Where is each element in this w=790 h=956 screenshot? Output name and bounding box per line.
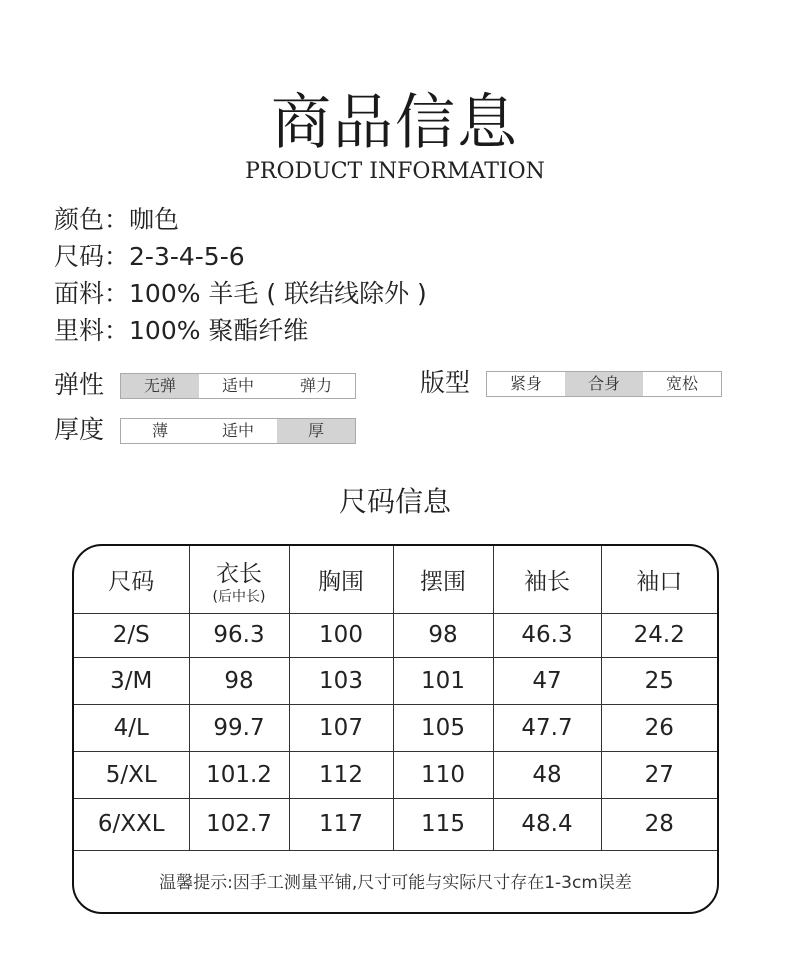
thickness-option: 薄	[151, 421, 168, 440]
attr-fabric	[54, 278, 427, 310]
attr-lining	[54, 315, 308, 347]
fit-option: 合身	[565, 372, 643, 396]
table-row	[74, 798, 717, 850]
elasticity-option: 无弹	[121, 374, 199, 398]
column-header: 胸围	[289, 546, 393, 613]
thickness-label: 厚度	[54, 415, 105, 444]
elasticity-option: 弹力	[299, 376, 332, 395]
table-cell: 26	[601, 704, 717, 751]
table-cell: 48	[493, 751, 601, 798]
table-cell: 24.2	[601, 613, 717, 657]
page-title: 商品信息	[271, 88, 519, 158]
attr-lining-label: 里料：	[54, 316, 130, 345]
thickness-option: 厚	[277, 419, 355, 443]
table-cell: 46.3	[493, 613, 601, 657]
table-row	[74, 704, 717, 751]
size-grid	[74, 546, 717, 851]
elasticity-label: 弹性	[54, 370, 105, 399]
elasticity-option: 适中	[221, 376, 254, 395]
table-cell: 47.7	[493, 704, 601, 751]
table-row	[74, 751, 717, 798]
table-cell: 25	[601, 657, 717, 704]
table-cell: 3/M	[74, 657, 189, 704]
column-header: 尺码	[74, 546, 189, 613]
table-cell: 112	[289, 751, 393, 798]
size-table	[72, 544, 719, 914]
table-cell: 98	[393, 613, 493, 657]
table-row	[74, 657, 717, 704]
table-cell: 107	[289, 704, 393, 751]
column-header-label: 衣长	[216, 560, 262, 587]
size-section-title: 尺码信息	[338, 485, 451, 518]
table-cell: 47	[493, 657, 601, 704]
thickness-scale	[120, 418, 356, 444]
table-cell: 103	[289, 657, 393, 704]
fit-label: 版型	[420, 368, 471, 397]
elasticity-scale	[120, 373, 356, 399]
attr-size-label: 尺码：	[54, 242, 130, 271]
attr-color-value: 咖色	[129, 205, 180, 234]
table-cell: 110	[393, 751, 493, 798]
table-row	[74, 613, 717, 657]
attr-lining-value: 100% 聚酯纤维	[129, 316, 309, 345]
column-header	[189, 546, 289, 613]
thickness-option: 适中	[221, 421, 254, 440]
column-header: 袖长	[493, 546, 601, 613]
table-cell: 5/XL	[74, 751, 189, 798]
table-header-row	[74, 546, 717, 613]
attr-color-label: 颜色：	[54, 205, 130, 234]
measurement-note: 温馨提示:因手工测量平铺,尺寸可能与实际尺寸存在1-3cm误差	[159, 873, 632, 893]
table-cell: 100	[289, 613, 393, 657]
table-cell: 96.3	[189, 613, 289, 657]
column-header-sub: (后中长)	[212, 588, 266, 605]
table-cell: 48.4	[493, 798, 601, 850]
table-cell: 27	[601, 751, 717, 798]
table-cell: 2/S	[74, 613, 189, 657]
table-cell: 28	[601, 798, 717, 850]
column-header: 摆围	[393, 546, 493, 613]
fit-option: 紧身	[509, 374, 542, 393]
table-cell: 101	[393, 657, 493, 704]
attr-color	[54, 204, 179, 236]
fit-scale	[486, 371, 722, 397]
table-cell: 105	[393, 704, 493, 751]
column-header: 袖口	[601, 546, 717, 613]
table-cell: 6/XXL	[74, 798, 189, 850]
table-cell: 101.2	[189, 751, 289, 798]
table-cell: 98	[189, 657, 289, 704]
table-cell: 115	[393, 798, 493, 850]
fit-option: 宽松	[665, 374, 698, 393]
page-subtitle: PRODUCT INFORMATION	[245, 159, 545, 184]
attr-size-value: 2-3-4-5-6	[129, 242, 245, 271]
attr-fabric-value: 100% 羊毛 ( 联结线除外 )	[129, 279, 427, 308]
attr-size	[54, 241, 245, 273]
table-cell: 4/L	[74, 704, 189, 751]
table-cell: 99.7	[189, 704, 289, 751]
table-cell: 117	[289, 798, 393, 850]
table-cell: 102.7	[189, 798, 289, 850]
attr-fabric-label: 面料：	[54, 279, 130, 308]
